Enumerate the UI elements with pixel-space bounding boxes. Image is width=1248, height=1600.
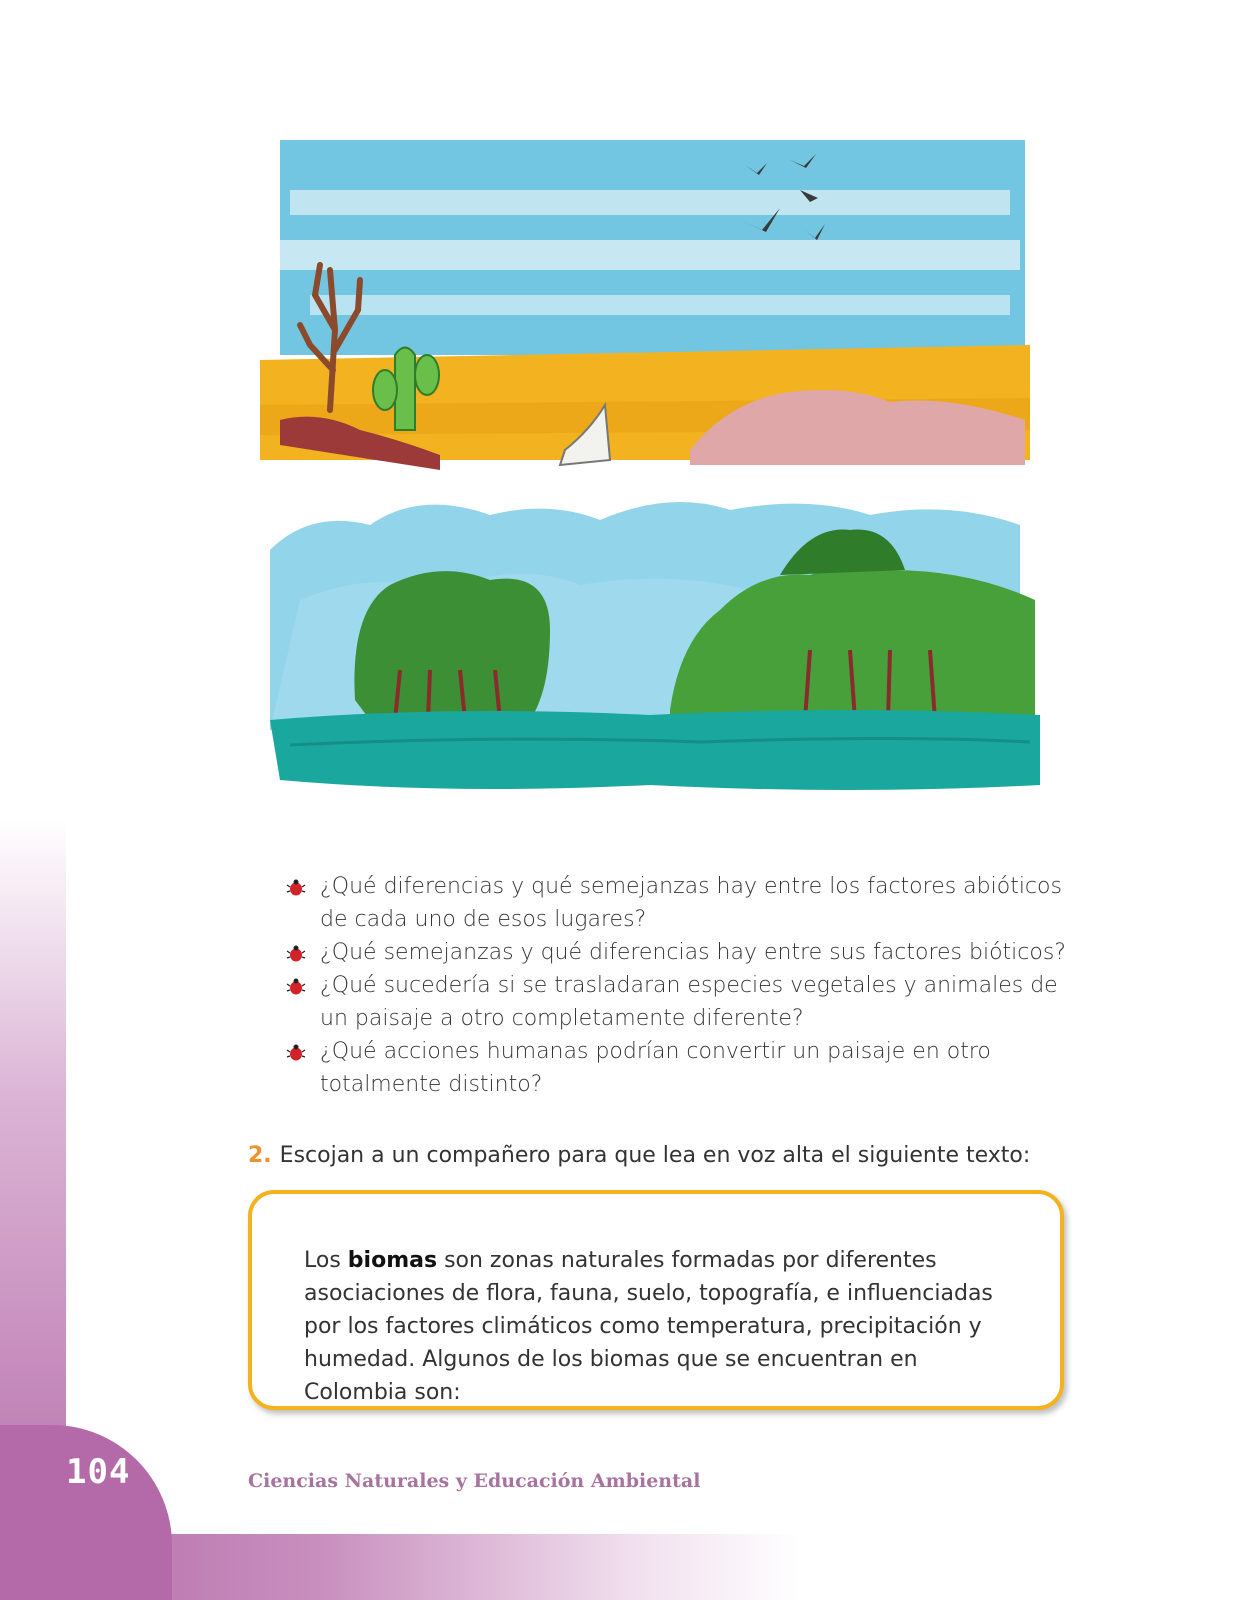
ladybug-bullet-icon (286, 943, 306, 963)
question-text: ¿Qué diferencias y qué semejanzas hay entre los factores abióticos de cada uno de esos lugares? (320, 874, 1062, 932)
question-text: ¿Qué sucedería si se trasladaran especies vegetales y animales de un paisaje a otro completamente diferente? (320, 973, 1058, 1031)
bold-term: biomas (347, 1248, 438, 1273)
book-title: Ciencias Naturales y Educación Ambiental (248, 1470, 701, 1492)
desert-illustration (260, 140, 1030, 470)
paragraph-body: son zonas naturales formadas por diferentes asociaciones de flora, fauna, suelo, topografía, e influenciadas por los factores climáticos como temperatura, precipitación y humedad. Algunos de los biomas que se encuentran en Colombia son: (304, 1248, 993, 1405)
ladybug-bullet-icon (286, 877, 306, 897)
list-item (286, 969, 1086, 1035)
page-number: 104 (66, 1452, 131, 1492)
list-item (286, 936, 1086, 969)
ladybug-bullet-icon (286, 976, 306, 996)
mangrove-illustration (270, 502, 1040, 790)
list-item (286, 870, 1086, 936)
instruction-text: Escojan a un compañero para que lea en voz alta el siguiente texto: (279, 1143, 1031, 1168)
question-list (286, 870, 1086, 1101)
question-text: ¿Qué acciones humanas podrían convertir un paisaje en otro totalmente distinto? (320, 1039, 991, 1097)
ladybug-bullet-icon (286, 1042, 306, 1062)
instruction-line (248, 1143, 1030, 1168)
paragraph-prefix: Los (304, 1248, 341, 1273)
instruction-number: 2. (248, 1143, 272, 1168)
list-item (286, 1035, 1086, 1101)
reading-text-box (248, 1190, 1064, 1410)
reading-paragraph (304, 1244, 1024, 1409)
question-text: ¿Qué semejanzas y qué diferencias hay entre sus factores bióticos? (320, 940, 1066, 965)
landscape-illustrations (250, 130, 1040, 795)
